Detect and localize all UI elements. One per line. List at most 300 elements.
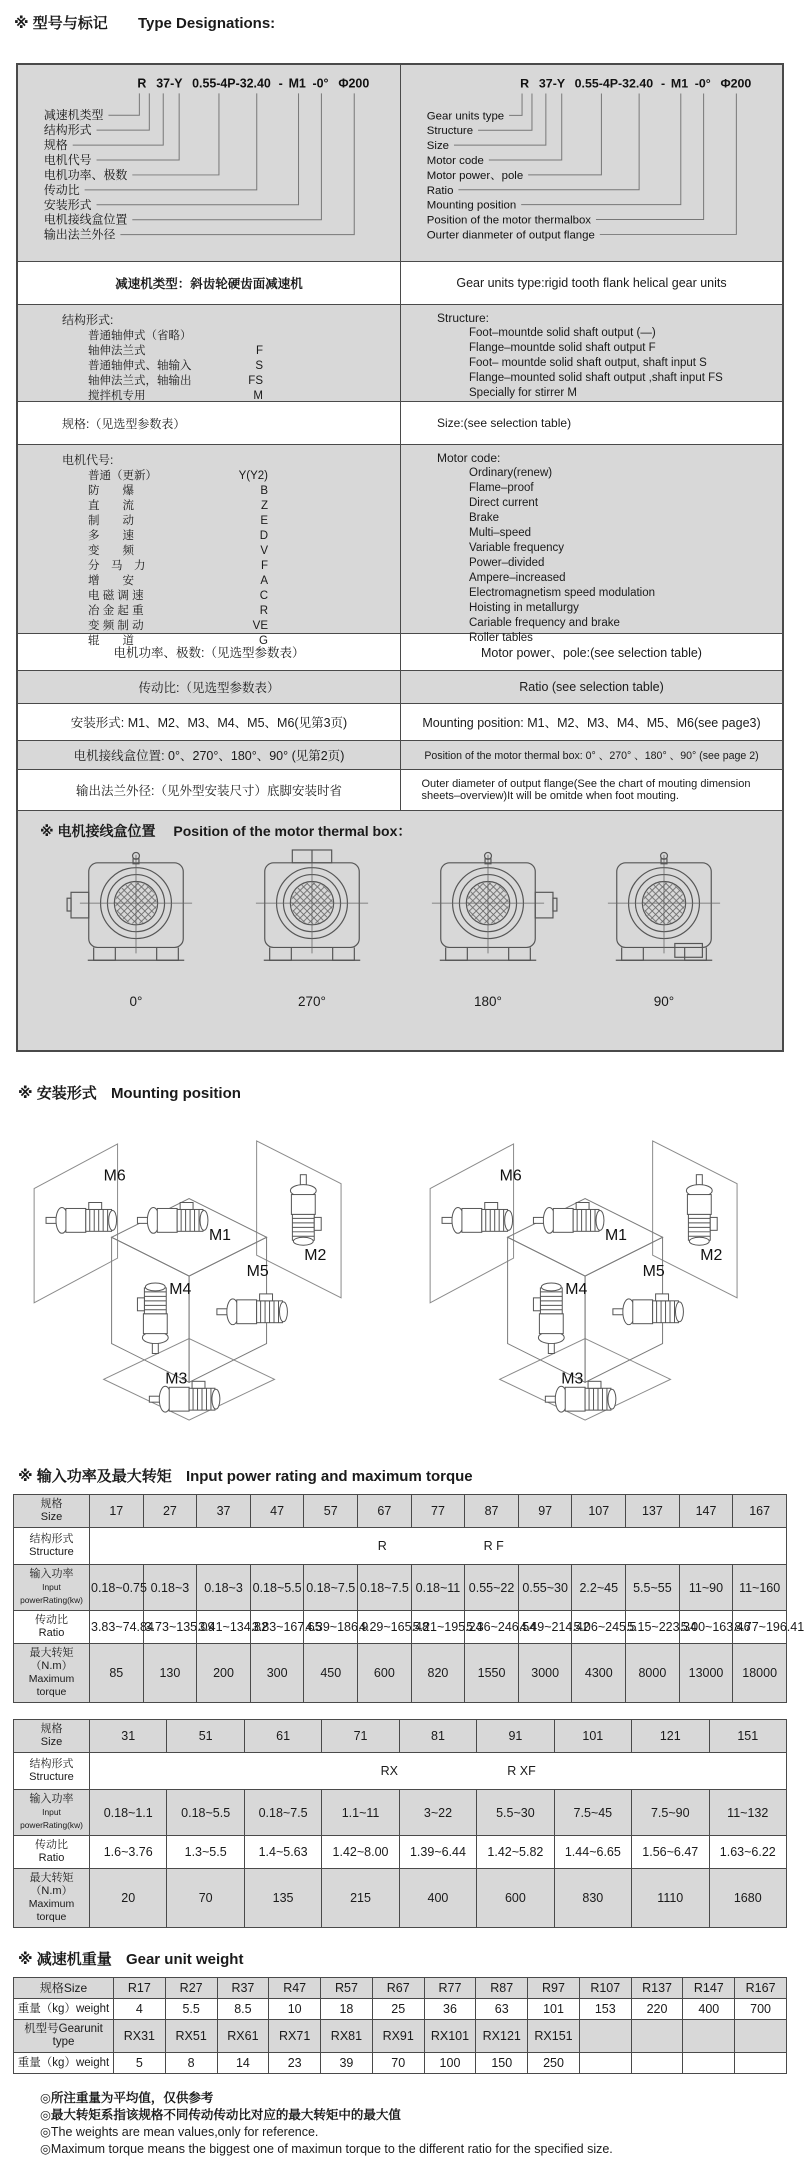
table-cell: 5.15~223.34 xyxy=(626,1611,680,1644)
row-label-zh: 规格 xyxy=(40,1723,63,1735)
table-cell: 14 xyxy=(217,2053,269,2074)
size-zh: 规格:（见选型参数表） xyxy=(62,416,186,431)
power-table-2 xyxy=(13,1719,787,1928)
table-cell: 1.42~5.82 xyxy=(477,1836,554,1869)
table-cell: 5.5~55 xyxy=(626,1565,680,1611)
list-item: Foot– mountde solid shaft output, shaft input S xyxy=(469,357,707,369)
motor-rear-view-drawing xyxy=(414,849,562,975)
table-cell: 153 xyxy=(579,1999,631,2020)
table-cell xyxy=(631,2020,683,2053)
motor-figure xyxy=(238,849,386,1009)
table-cell: R137 xyxy=(631,1978,683,1999)
table-cell: RX31 xyxy=(114,2020,166,2053)
motor-rear-view-drawing xyxy=(590,849,738,975)
table-cell: 1.44~6.65 xyxy=(554,1836,631,1869)
table-cell: 13000 xyxy=(679,1644,733,1703)
table-cell: 700 xyxy=(735,1999,787,2020)
motor-figure xyxy=(62,849,210,1009)
table-cell: RX51 xyxy=(165,2020,217,2053)
gear-type-en: Gear units type:rigid tooth flank helical gear units xyxy=(400,262,782,304)
table-cell: R147 xyxy=(683,1978,735,1999)
designation-label: 电机功率、极数 xyxy=(43,167,128,182)
row-label-en: Maximum torque xyxy=(28,1898,75,1923)
table-cell: 0.18~5.5 xyxy=(167,1790,244,1836)
list-item: 直 流 Z xyxy=(88,500,268,512)
angle-label: 0° xyxy=(129,994,143,1009)
footnote: ◎最大转矩系指该规格不同传动传动比对应的最大转矩中的最大值 xyxy=(40,2108,401,2122)
table-row-structure xyxy=(14,1528,787,1565)
table-cell: 820 xyxy=(411,1644,465,1703)
weight-heading-zh: ※ 减速机重量 xyxy=(18,1951,112,1968)
motor-code-title-en: Motor code: xyxy=(437,451,501,465)
table-row-weight xyxy=(14,2053,787,2074)
table-row-size xyxy=(14,1495,787,1528)
table-cell: 3.73~135.09 xyxy=(143,1611,197,1644)
row-label: 重量（kg）weight xyxy=(14,2053,114,2074)
motor-code-title-zh: 电机代号: xyxy=(62,453,114,467)
table-cell: 1.42~8.00 xyxy=(322,1836,399,1869)
structure-items-zh xyxy=(18,329,400,404)
box-position-zh: 电机接线盒位置: 0°、270°、180°、90° (见第2页) xyxy=(73,749,345,763)
table-cell: 3000 xyxy=(518,1644,572,1703)
table-cell xyxy=(683,2020,735,2053)
table-cell: 61 xyxy=(244,1720,321,1753)
table-cell: R67 xyxy=(372,1978,424,1999)
table-cell: 10 xyxy=(269,1999,321,2020)
table-cell: 0.55~22 xyxy=(465,1565,519,1611)
table-cell: 1.63~6.22 xyxy=(709,1836,787,1869)
structure-title-zh: 结构形式: xyxy=(62,313,114,327)
weight-heading-en: Gear unit weight xyxy=(125,1951,244,1968)
mounting-label: M1 xyxy=(604,1227,628,1245)
mounting-label: M5 xyxy=(642,1263,665,1281)
table-cell: 11~160 xyxy=(733,1565,787,1611)
table-cell: 70 xyxy=(372,2053,424,2074)
mounting-en: Mounting position: M1、M2、M3、M4、M5、M6(see page3) xyxy=(400,704,782,740)
table-cell: 5.5 xyxy=(165,1999,217,2020)
table-cell: 147 xyxy=(679,1495,733,1528)
table-cell: 0.18~11 xyxy=(411,1565,465,1611)
table-cell: 1.3~5.5 xyxy=(167,1836,244,1869)
row-size xyxy=(18,401,782,444)
table-cell: 20 xyxy=(90,1869,167,1928)
row-label-en: Input powerRating(kw) xyxy=(20,1807,83,1830)
row-label-zh: 最大转矩（N.m） xyxy=(29,1647,74,1672)
designation-label: Ourter dianmeter of output flange xyxy=(426,229,595,242)
table-cell: 1.6~3.76 xyxy=(90,1836,167,1869)
table-cell: 3.83~74.84 xyxy=(90,1611,144,1644)
table-cell: 7.5~45 xyxy=(554,1790,631,1836)
row-label-en: Ratio xyxy=(38,1627,65,1639)
list-item: Flange–mounted solid shaft output ,shaft input FS xyxy=(469,372,723,384)
row-label-zh: 输入功率 xyxy=(29,1568,74,1580)
table-cell: 2.2~45 xyxy=(572,1565,626,1611)
designation-label: Size xyxy=(426,140,449,153)
table-cell: 67 xyxy=(358,1495,412,1528)
table-cell: 70 xyxy=(167,1869,244,1928)
table-row-size xyxy=(14,1978,787,1999)
table-cell: R97 xyxy=(528,1978,580,1999)
designation-diagram-zh xyxy=(18,65,400,266)
list-item: 轴伸法兰式 F xyxy=(88,345,263,357)
row-label-en: Structure xyxy=(29,1771,74,1783)
table-cell: 830 xyxy=(554,1869,631,1928)
table-cell xyxy=(735,2020,787,2053)
table-cell: 91 xyxy=(477,1720,554,1753)
table-cell: 51 xyxy=(167,1720,244,1753)
table-cell: 8.77~196.41 xyxy=(733,1611,787,1644)
designation-label: 电机代号 xyxy=(43,152,92,167)
list-item: Variable frequency xyxy=(469,542,565,554)
list-item: 多 速 D xyxy=(88,530,268,542)
motor-code-zh xyxy=(18,445,400,649)
table-cell: 130 xyxy=(143,1644,197,1703)
table-cell: 0.55~30 xyxy=(518,1565,572,1611)
row-power-pole xyxy=(18,633,782,670)
table-cell: RX91 xyxy=(372,2020,424,2053)
table-cell: 85 xyxy=(90,1644,144,1703)
footnote: ◎Maximum torque means the biggest one of maximun torque to the different ratio for the specified size. xyxy=(40,2142,613,2156)
list-item: Flame–proof xyxy=(469,482,534,494)
table-cell: RX151 xyxy=(528,2020,580,2053)
designation-label: Motor power、pole xyxy=(426,169,524,182)
table-cell: R47 xyxy=(269,1978,321,1999)
table-cell xyxy=(683,2053,735,2074)
row-label-en: Structure xyxy=(29,1546,74,1558)
table-cell: 25 xyxy=(372,1999,424,2020)
weight-section-heading xyxy=(18,1948,800,1969)
designation-label: 输出法兰外径 xyxy=(43,227,116,242)
table-cell: 81 xyxy=(399,1720,476,1753)
ratio-zh: 传动比:（见选型参数表） xyxy=(138,681,280,695)
row-flange xyxy=(18,769,782,810)
motor-figure xyxy=(590,849,738,1009)
row-label-zh: 最大转矩（N.m） xyxy=(29,1872,74,1897)
type-designation-table xyxy=(16,63,784,1052)
table-cell: 1.39~6.44 xyxy=(399,1836,476,1869)
structure-code: R xyxy=(377,1539,387,1553)
table-cell: 1680 xyxy=(709,1869,787,1928)
table-cell: 400 xyxy=(399,1869,476,1928)
table-cell: 1110 xyxy=(632,1869,709,1928)
mounting-diagrams xyxy=(0,1103,800,1427)
power-heading-zh: ※ 输入功率及最大转矩 xyxy=(18,1468,172,1485)
motor-rear-view-drawing xyxy=(238,849,386,975)
mounting-label: M5 xyxy=(246,1263,269,1281)
designation-label: Motor code xyxy=(426,154,484,167)
thermal-box-section xyxy=(18,810,782,1050)
list-item: 分 马 力 F xyxy=(88,560,268,572)
table-cell: 87 xyxy=(465,1495,519,1528)
thermal-box-heading-zh: ※ 电机接线盒位置 xyxy=(40,823,156,839)
designation-label: Ratio xyxy=(426,184,454,197)
table-cell xyxy=(579,2053,631,2074)
designation-row xyxy=(18,65,782,261)
structure-zh xyxy=(18,305,400,404)
list-item: 变 频 V xyxy=(88,545,268,557)
angle-label: 90° xyxy=(653,994,675,1009)
table-cell: 27 xyxy=(143,1495,197,1528)
table-cell: 150 xyxy=(476,2053,528,2074)
list-item: Power–divided xyxy=(469,557,545,569)
list-item: Specially for stirrer M xyxy=(469,387,577,399)
table-cell: 100 xyxy=(424,2053,476,2074)
structure-code: R F xyxy=(483,1539,504,1553)
list-item: Cariable frequency and brake xyxy=(469,617,620,629)
designation-label: 电机接线盒位置 xyxy=(43,212,128,227)
mounting-zh: 安装形式: M1、M2、M3、M4、M5、M6(见第3页) xyxy=(70,716,348,730)
list-item: Flange–mountde solid shaft output F xyxy=(469,342,656,354)
structure-merged-cell xyxy=(90,1753,787,1790)
row-label-zh: 传动比 xyxy=(35,1614,68,1626)
row-label: 重量（kg）weight xyxy=(14,1999,114,2020)
table-cell: 220 xyxy=(631,1999,683,2020)
table-cell: R167 xyxy=(735,1978,787,1999)
table-row-weight xyxy=(14,1999,787,2020)
size-en: Size:(see selection table) xyxy=(400,402,782,444)
list-item: Electromagnetism speed modulation xyxy=(469,587,656,599)
power-heading-en: Input power rating and maximum torque xyxy=(185,1468,473,1485)
table-cell: 400 xyxy=(683,1999,735,2020)
designation-label: 规格 xyxy=(43,138,68,153)
table-cell: RX81 xyxy=(321,2020,373,2053)
list-item: Direct current xyxy=(469,497,539,509)
table-cell: 101 xyxy=(554,1720,631,1753)
row-label-zh: 规格 xyxy=(40,1498,63,1510)
structure-en xyxy=(400,305,782,404)
table-cell: 167 xyxy=(733,1495,787,1528)
row-label-en: Input powerRating(kw) xyxy=(20,1582,83,1605)
table-cell: 0.18~5.5 xyxy=(250,1565,304,1611)
table-cell: 0.18~3 xyxy=(197,1565,251,1611)
table-row-ratio xyxy=(14,1836,787,1869)
row-label-zh: 结构形式 xyxy=(29,1533,74,1545)
table-cell: 215 xyxy=(322,1869,399,1928)
table-row-size xyxy=(14,1720,787,1753)
motor-code-en xyxy=(400,445,782,649)
row-box-position xyxy=(18,740,782,769)
ratio-en: Ratio (see selection table) xyxy=(400,671,782,703)
table-cell: 151 xyxy=(709,1720,787,1753)
table-row-input-power xyxy=(14,1790,787,1836)
table-cell xyxy=(735,2053,787,2074)
mounting-label: M1 xyxy=(208,1227,232,1245)
table-row-structure xyxy=(14,1753,787,1790)
box-position-en: Position of the motor thermal box: 0° 、270° 、180° 、90° (see page 2) xyxy=(400,741,782,769)
table-cell xyxy=(579,2020,631,2053)
list-item: 冶 金 起 重 R xyxy=(88,605,268,617)
row-ratio xyxy=(18,670,782,703)
designation-diagram-en xyxy=(400,65,782,266)
row-motor-code xyxy=(18,444,782,647)
table-cell: 5.36~246.54 xyxy=(465,1611,519,1644)
table-cell: 77 xyxy=(411,1495,465,1528)
list-item: Brake xyxy=(469,512,500,524)
designation-label: 传动比 xyxy=(43,182,80,197)
list-item: 搅拌机专用 M xyxy=(88,390,263,402)
table-cell: 600 xyxy=(477,1869,554,1928)
table-cell xyxy=(631,2053,683,2074)
mounting-position-diagram xyxy=(414,1129,782,1427)
mounting-heading-en: Mounting position xyxy=(110,1085,241,1102)
thermal-box-heading-en: Position of the motor thermal box： xyxy=(173,823,412,839)
power-pole-en: Motor power、pole:(see selection table) xyxy=(400,634,782,670)
angle-label: 180° xyxy=(474,994,502,1009)
designation-code: R 37-Y 0.55-4P-32.40 - M1 -0° Φ200 xyxy=(520,76,752,91)
power-table-1 xyxy=(13,1494,804,1703)
table-cell: 5.06~245.5 xyxy=(572,1611,626,1644)
motor-code-items-en xyxy=(401,466,782,646)
designation-label: Gear units type xyxy=(426,110,505,123)
table-cell: 135 xyxy=(244,1869,321,1928)
list-item: 辊 道 G xyxy=(88,635,268,647)
angle-label: 270° xyxy=(298,994,326,1009)
table-cell: 11~132 xyxy=(709,1790,787,1836)
table-cell: 1550 xyxy=(465,1644,519,1703)
table-cell: 8.5 xyxy=(217,1999,269,2020)
table-cell: 37 xyxy=(197,1495,251,1528)
table-cell: 0.18~7.5 xyxy=(304,1565,358,1611)
list-item: 制 动 E xyxy=(88,515,268,527)
list-item: Multi–speed xyxy=(469,527,532,539)
table-row-input-power xyxy=(14,1565,787,1611)
mounting-section-heading xyxy=(18,1082,800,1103)
table-cell: RX101 xyxy=(424,2020,476,2053)
table-cell: 8000 xyxy=(626,1644,680,1703)
mounting-label: M4 xyxy=(169,1280,192,1298)
designation-label: Position of the motor thermalbox xyxy=(426,214,592,227)
table-cell: RX61 xyxy=(217,2020,269,2053)
table-cell: 1.1~11 xyxy=(322,1790,399,1836)
row-label: 机型号Gearunit type xyxy=(14,2020,114,2053)
table-cell: R87 xyxy=(476,1978,528,1999)
table-cell: 107 xyxy=(572,1495,626,1528)
table-cell: 0.18~3 xyxy=(143,1565,197,1611)
table-cell: R17 xyxy=(114,1978,166,1999)
mounting-label: M6 xyxy=(103,1167,126,1185)
page-title xyxy=(14,12,800,33)
structure-title-en: Structure: xyxy=(437,311,490,325)
list-item: Ampere–increased xyxy=(469,572,566,584)
table-cell: 121 xyxy=(632,1720,709,1753)
list-item: Foot–mountde solid shaft output (—) xyxy=(469,327,656,339)
power-pole-zh: 电机功率、极数:（见选型参数表） xyxy=(113,646,305,660)
row-label: 规格Size xyxy=(14,1978,114,1999)
designation-label: 结构形式 xyxy=(43,123,92,138)
table-cell: 4300 xyxy=(572,1644,626,1703)
list-item: 电 磁 调 速 C xyxy=(88,590,268,602)
table-cell: 3~22 xyxy=(399,1790,476,1836)
list-item: 轴伸法兰式，轴输出 FS xyxy=(88,375,263,387)
page-title-zh: ※ 型号与标记 xyxy=(14,15,108,32)
list-item: 防 爆 B xyxy=(88,485,268,497)
table-cell: R77 xyxy=(424,1978,476,1999)
table-row-gearunit-type xyxy=(14,2020,787,2053)
mounting-label: M3 xyxy=(561,1370,584,1388)
structure-merged-cell xyxy=(90,1528,787,1565)
mounting-label: M3 xyxy=(165,1370,188,1388)
row-structure xyxy=(18,304,782,401)
designation-code: R 37-Y 0.55-4P-32.40 - M1 -0° Φ200 xyxy=(137,76,370,91)
table-cell: 5.5~30 xyxy=(477,1790,554,1836)
designation-label: 安装形式 xyxy=(43,197,92,212)
row-label-zh: 结构形式 xyxy=(29,1758,74,1770)
structure-code: R XF xyxy=(507,1764,536,1778)
footnote: ◎The weights are mean values,only for reference. xyxy=(40,2125,319,2139)
table-cell: 4 xyxy=(114,1999,166,2020)
list-item: 普通轴伸式（省略） xyxy=(88,330,192,342)
table-cell: 4.29~165.48 xyxy=(358,1611,412,1644)
table-cell: 18000 xyxy=(733,1644,787,1703)
mounting-label: M2 xyxy=(304,1247,327,1265)
table-row-torque xyxy=(14,1644,787,1703)
designation-diagram xyxy=(401,65,782,261)
table-cell: 11~90 xyxy=(679,1565,733,1611)
row-label-en: Size xyxy=(40,1736,63,1748)
table-cell: 1.56~6.47 xyxy=(632,1836,709,1869)
gear-type-zh: 减速机类型：斜齿轮硬齿面减速机 xyxy=(115,277,303,291)
weight-table xyxy=(13,1977,787,2074)
table-cell: 450 xyxy=(304,1644,358,1703)
designation-label: Structure xyxy=(426,125,474,138)
table-cell: R57 xyxy=(321,1978,373,1999)
table-cell: 300 xyxy=(250,1644,304,1703)
table-cell: 71 xyxy=(322,1720,399,1753)
motor-figure xyxy=(414,849,562,1009)
list-item: Hoisting in metallurgy xyxy=(469,602,579,614)
motor-rear-view-drawing xyxy=(62,849,210,975)
table-cell: RX71 xyxy=(269,2020,321,2053)
mounting-position-diagram xyxy=(18,1129,386,1427)
table-cell: 4.39~186.9 xyxy=(304,1611,358,1644)
row-gear-type xyxy=(18,261,782,304)
table-cell: 8 xyxy=(165,2053,217,2074)
footnote: ◎所注重量为平均值，仅供参考 xyxy=(40,2091,214,2105)
list-item: Roller tables xyxy=(469,632,533,644)
designation-label: 减速机类型 xyxy=(43,108,104,123)
table-row-torque xyxy=(14,1869,787,1928)
table-cell: 200 xyxy=(197,1644,251,1703)
table-cell: 4.49~214.42 xyxy=(518,1611,572,1644)
table-row-ratio xyxy=(14,1611,787,1644)
table-cell: 0.18~1.1 xyxy=(90,1790,167,1836)
mounting-label: M6 xyxy=(499,1167,522,1185)
table-cell: 57 xyxy=(304,1495,358,1528)
designation-label: Mounting position xyxy=(426,199,517,212)
mounting-label: M4 xyxy=(565,1280,588,1298)
table-cell: 0.18~7.5 xyxy=(358,1565,412,1611)
table-cell: 39 xyxy=(321,2053,373,2074)
row-label-en: Size xyxy=(40,1511,63,1523)
table-cell: 0.18~7.5 xyxy=(244,1790,321,1836)
table-cell: 5.21~195.24 xyxy=(411,1611,465,1644)
row-label-zh: 输入功率 xyxy=(29,1793,74,1805)
list-item: 变 频 制 动 VE xyxy=(88,620,268,632)
row-mounting xyxy=(18,703,782,740)
table-cell: 7.5~90 xyxy=(632,1790,709,1836)
table-cell: 97 xyxy=(518,1495,572,1528)
structure-items-en xyxy=(401,326,782,401)
row-label-en: Maximum torque xyxy=(28,1673,75,1698)
table-cell: 31 xyxy=(90,1720,167,1753)
motor-code-items-zh xyxy=(18,469,400,649)
flange-en: Outer diameter of output flange(See the chart of mouting dimension sheets–overview)It will be omitde when foot mouting. xyxy=(421,778,751,802)
table-cell: 3.41~134.82 xyxy=(197,1611,251,1644)
table-cell: 63 xyxy=(476,1999,528,2020)
designation-diagram xyxy=(18,65,400,261)
list-item: 增 安 A xyxy=(88,575,268,587)
table-cell: 36 xyxy=(424,1999,476,2020)
